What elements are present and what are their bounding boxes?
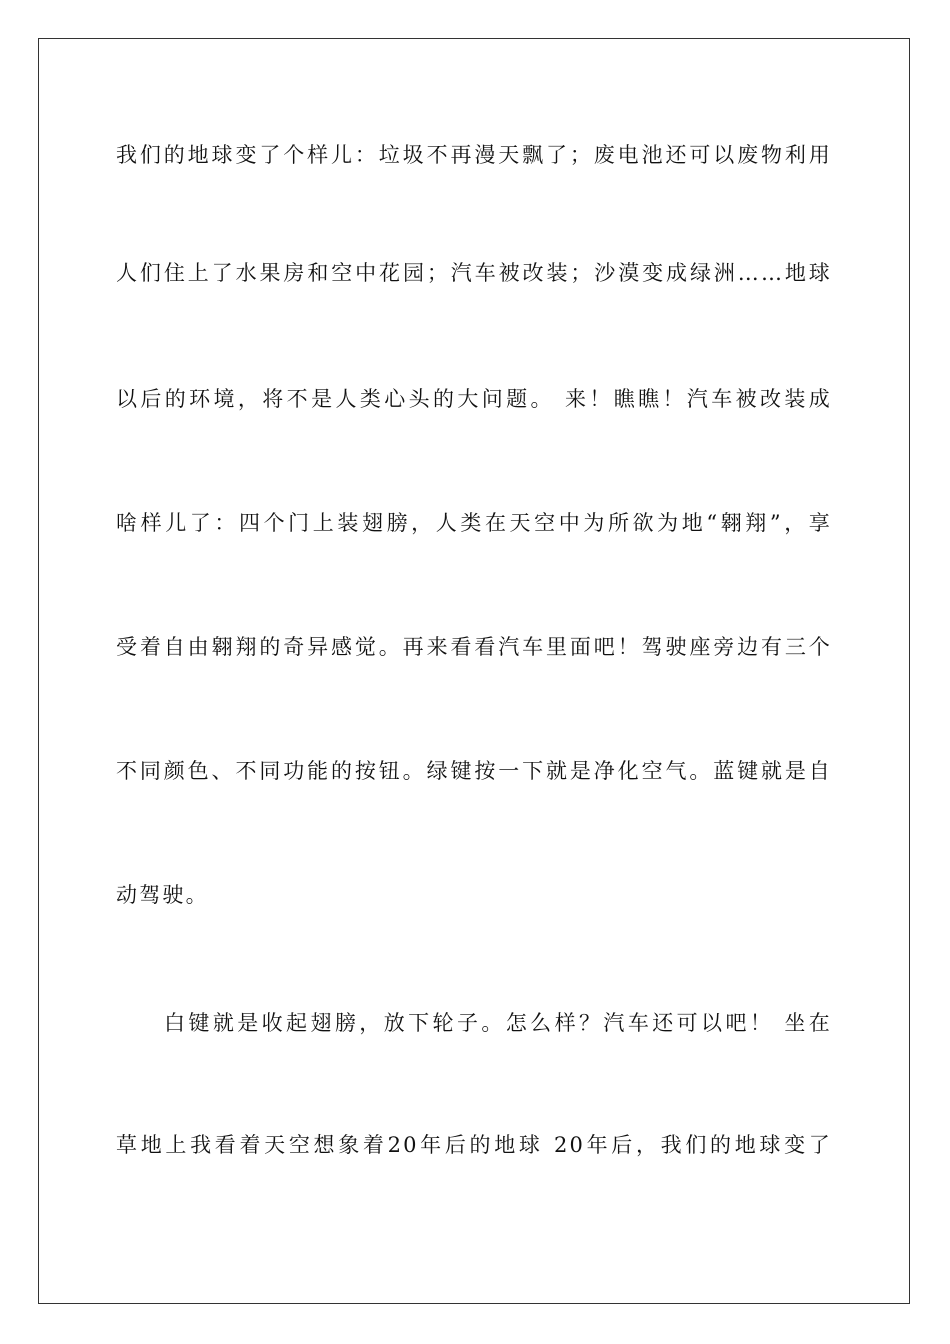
text-line-2: 人们住上了水果房和空中花园；汽车被改装；沙漠变成绿洲……地球	[116, 261, 832, 285]
text-line-5: 受着自由翱翔的奇异感觉。再来看看汽车里面吧！驾驶座旁边有三个	[116, 635, 832, 659]
text-line-9: 草地上我看着天空想象着20年后的地球 20年后，我们的地球变了	[116, 1133, 832, 1157]
text-line-6: 不同颜色、不同功能的按钮。绿键按一下就是净化空气。蓝键就是自	[116, 759, 832, 783]
text-line-4: 啥样儿了：四个门上装翅膀，人类在天空中为所欲为地“翱翔”，享	[116, 511, 832, 535]
text-line-1: 我们的地球变了个样儿：垃圾不再漫天飘了；废电池还可以废物利用	[116, 143, 832, 167]
text-line-7: 动驾驶。	[116, 883, 209, 907]
text-line-8: 白键就是收起翅膀，放下轮子。怎么样？汽车还可以吧！ 坐在	[164, 1011, 832, 1035]
page-frame	[38, 38, 910, 1304]
text-line-3: 以后的环境，将不是人类心头的大问题。 来！瞧瞧！汽车被改装成	[116, 387, 832, 411]
